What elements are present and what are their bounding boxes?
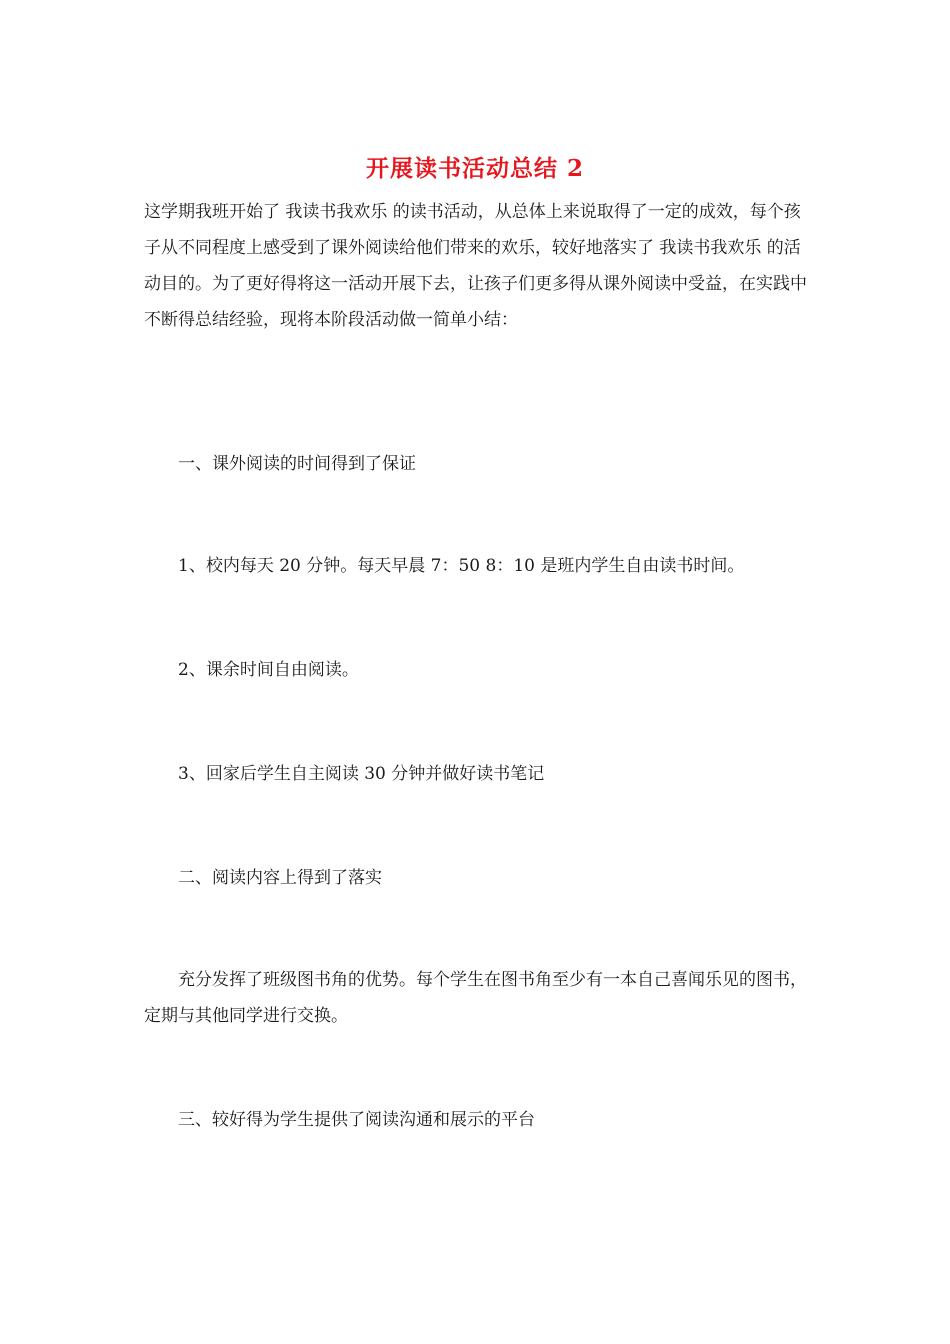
intro-paragraph: 这学期我班开始了 我读书我欢乐 的读书活动，从总体上来说取得了一定的成效，每个孩子从不同程度上感受到了课外阅读给他们带来的欢乐，较好地落实了 我读书我欢乐 的活动目的。为了更好得将这一活动开展下去，让孩子们更多得从课外阅读中受益，在实践中不断得总结经验，现将本阶段活动做一简单小结： xyxy=(144,202,807,330)
list-item-3: 3、回家后学生自主阅读 30 分钟并做好读书笔记 xyxy=(178,764,545,784)
list-item-1: 1、校内每天 20 分钟。每天早晨 7：50 8：10 是班内学生自由读书时间。 xyxy=(178,556,745,576)
document-title: 开展读书活动总结 2 xyxy=(365,155,584,182)
section-heading-1: 一、课外阅读的时间得到了保证 xyxy=(178,454,416,474)
body-paragraph: 充分发挥了班级图书角的优势。每个学生在图书角至少有一本自己喜闻乐见的图书，定期与其他同学进行交换。 xyxy=(144,970,807,1026)
list-item-2: 2、课余时间自由阅读。 xyxy=(178,660,359,680)
section-heading-2: 二、阅读内容上得到了落实 xyxy=(178,868,382,888)
section-heading-3: 三、较好得为学生提供了阅读沟通和展示的平台 xyxy=(178,1110,535,1130)
